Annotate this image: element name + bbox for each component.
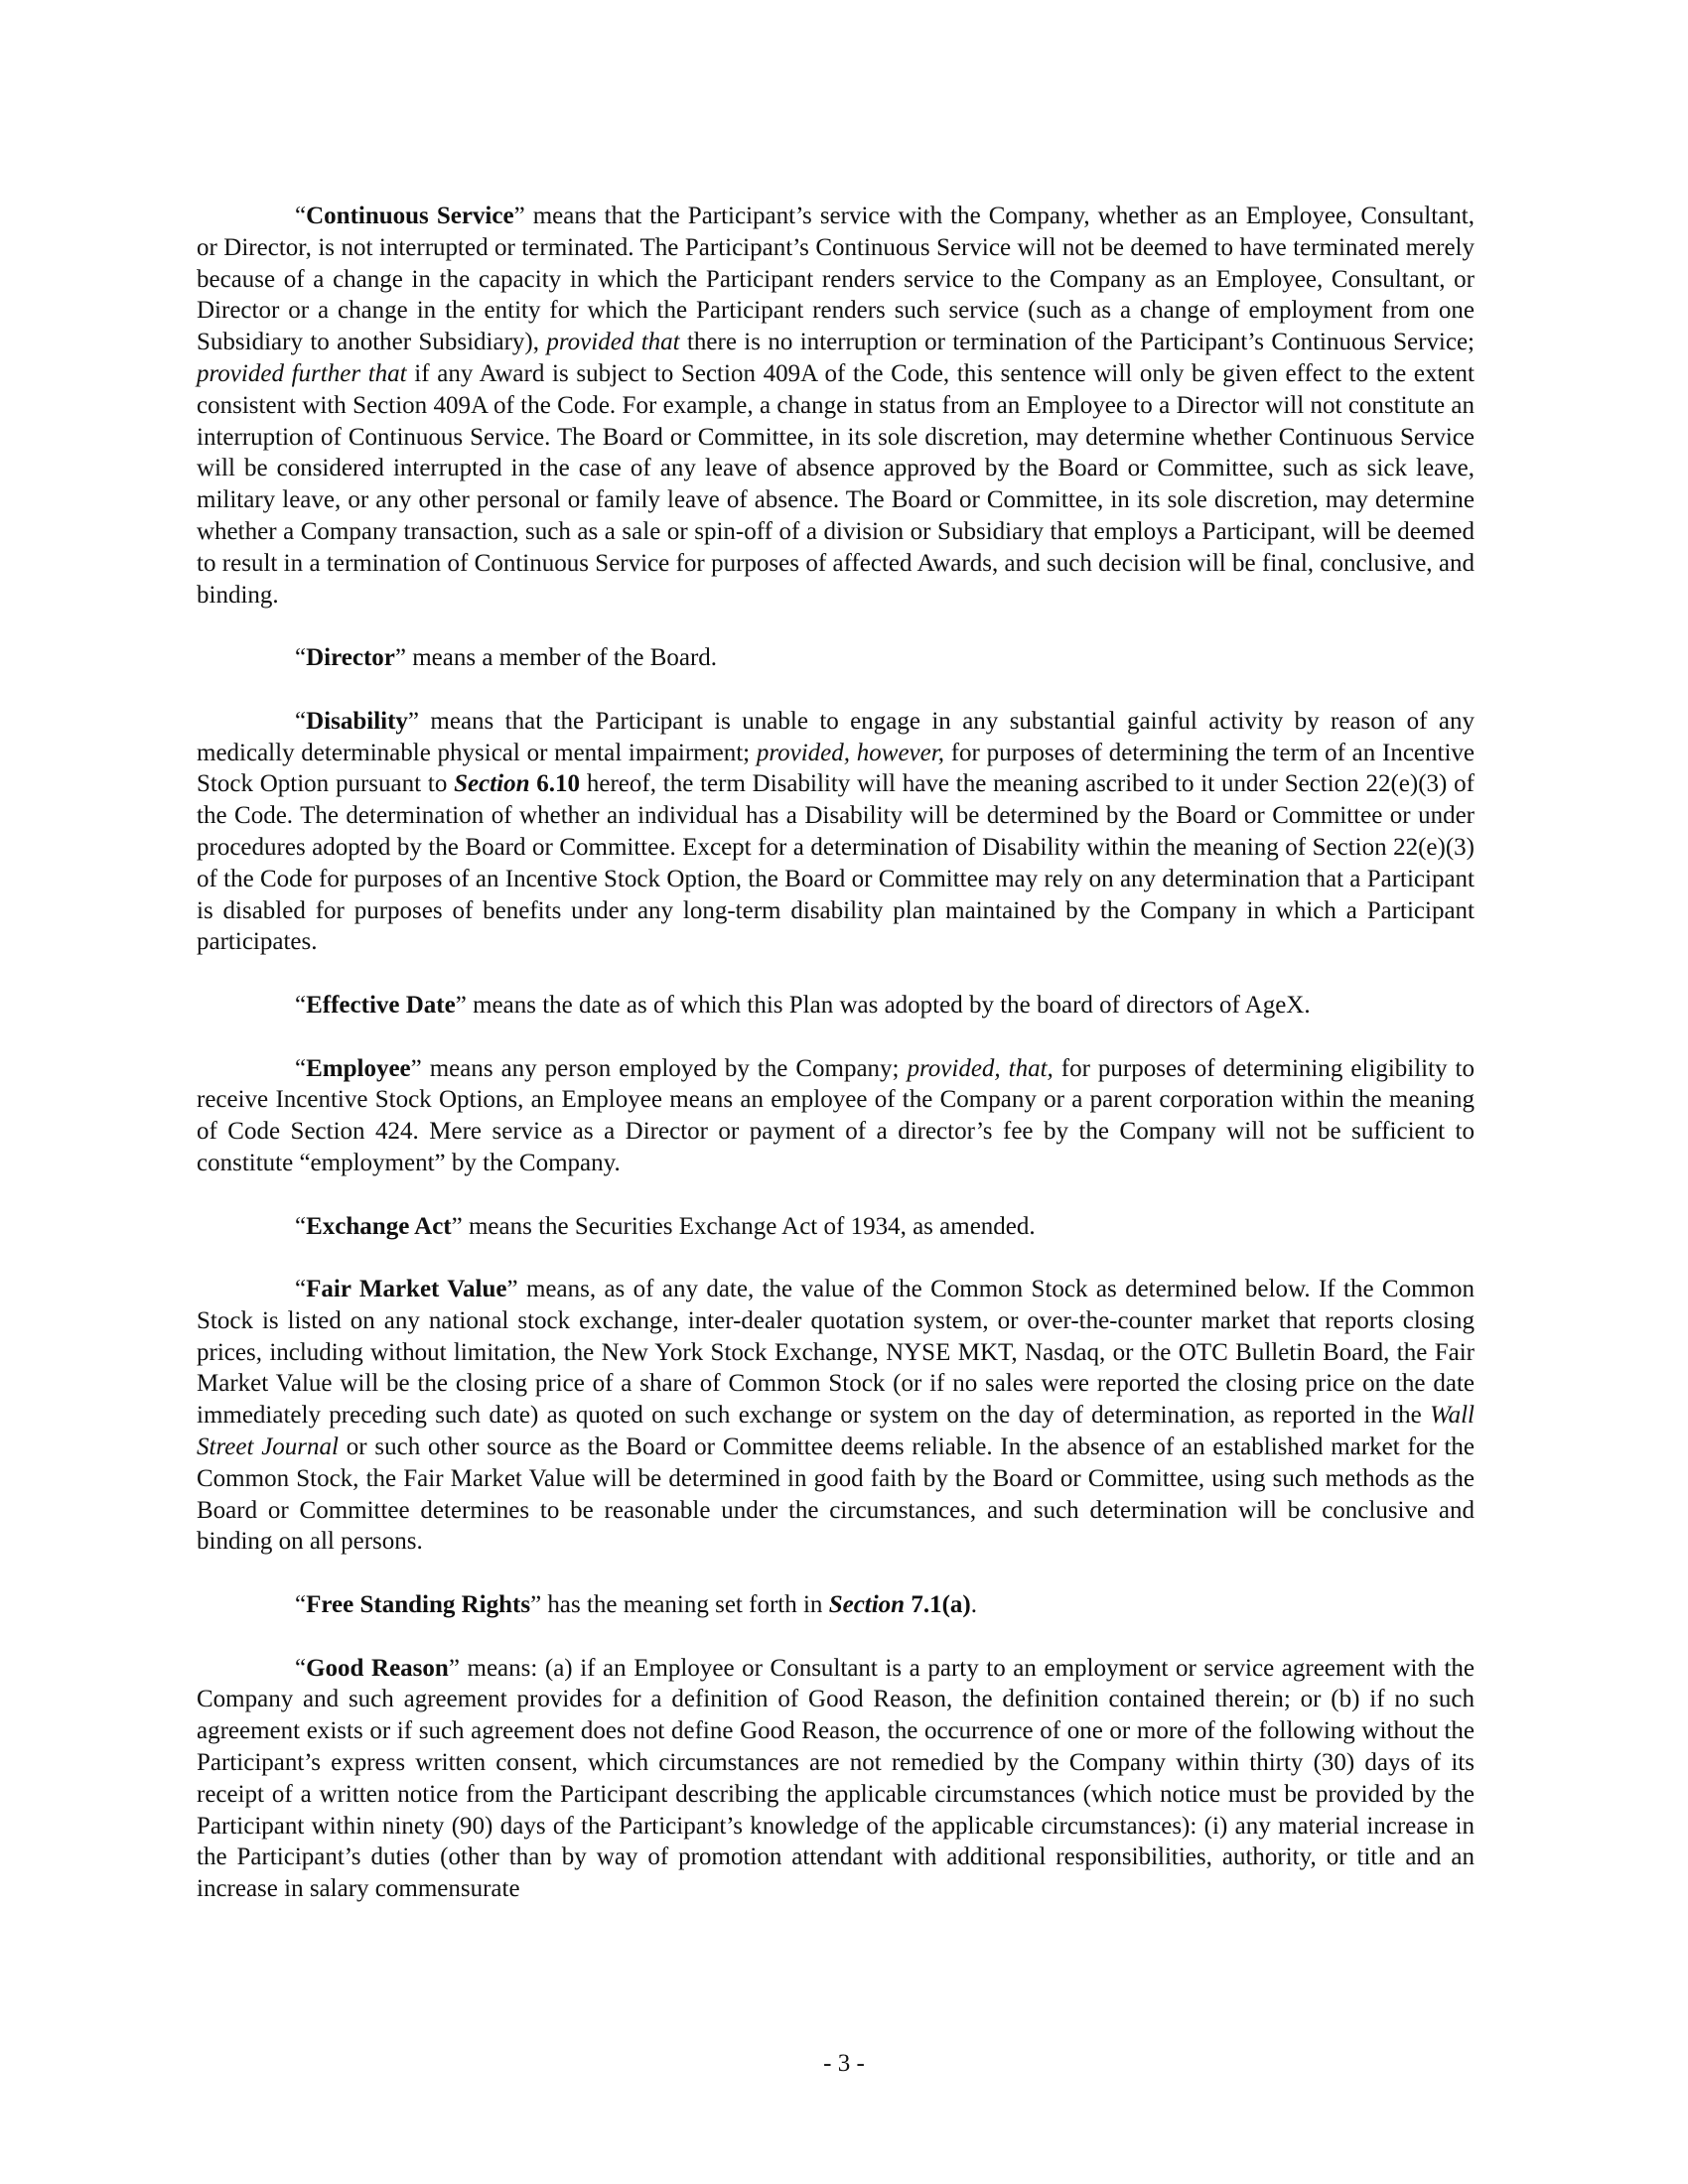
definition-disability xyxy=(197,706,1475,958)
defined-term: 7.1(a) xyxy=(905,1591,971,1619)
body-text: “ xyxy=(295,1054,307,1082)
body-text: ” means: (a) if an Employee or Consultant is a party to an employment or service agreement with the Company and such agreement provides for a definition of Good Reason, the definition contained therein; or (b) if no such agreement exists or if such agreement does not define Good Reason, the occurrence of one or more of the following without the Participant’s express written consent, which circumstances are not remedied by the Company within thirty (30) days of its receipt of a written notice from the Participant describing the applicable circumstances (which notice must be provided by the Participant within ninety (90) days of the Participant’s knowledge of the applicable circumstances): (i) any material increase in the Participant’s duties (other than by way of promotion attendant with additional responsibilities, authority, or title and an increase in salary commensurate xyxy=(197,1654,1476,1903)
page-number: - 3 - xyxy=(823,2050,865,2077)
definition-employee xyxy=(197,1053,1475,1179)
italic-text: provided that xyxy=(546,329,680,356)
defined-term: Director xyxy=(306,644,395,672)
body-text: “ xyxy=(295,1276,307,1303)
italic-text: Wall Street Journal xyxy=(197,1402,1475,1461)
definition-good-reason xyxy=(197,1653,1475,1905)
body-text: ” has the meaning set forth in xyxy=(530,1591,829,1619)
body-text: “ xyxy=(295,203,307,229)
italic-text: provided, however, xyxy=(756,739,944,766)
body-text: “ xyxy=(295,1591,307,1619)
defined-term: Section xyxy=(454,770,530,798)
italic-text: provided further that xyxy=(197,359,407,387)
body-text: “ xyxy=(295,707,307,735)
document-body xyxy=(197,201,1475,1937)
defined-term: Continuous Service xyxy=(306,203,514,229)
body-text: ” means that the Participant’s service with the Company, whether as an Employee, Consultant, or Director, is not interrupted or terminated. The Participant’s Continuous Service will not be deemed to have terminated merely because of a change in the capacity in which the Participant renders service to the Company as an Employee, Consultant, or Director or a change in the entity for which the Participant renders such service (such as a change of employment from one Subsidiary to another Subsidiary), xyxy=(197,203,1475,356)
body-text: “ xyxy=(295,644,307,672)
defined-term: Good Reason xyxy=(306,1654,449,1682)
defined-term: Employee xyxy=(306,1054,411,1082)
body-text: if any Award is subject to Section 409A of the Code, this sentence will only be given effect to the extent consistent with Section 409A of the Code. For example, a change in status from an Employee to a Director will not constitute an interruption of Continuous Service. The Board or Committee, in its sole discretion, may determine whether Continuous Service will be considered interrupted in the case of any leave of absence approved by the Board or Committee, such as sick leave, military leave, or any other personal or family leave of absence. The Board or Committee, in its sole discretion, may determine whether a Company transaction, such as a sale or spin-off of a division or Subsidiary that employs a Participant, will be deemed to result in a termination of Continuous Service for purposes of affected Awards, and such decision will be final, conclusive, and binding. xyxy=(197,359,1476,609)
body-text: . xyxy=(970,1591,977,1619)
definition-director xyxy=(197,642,1475,674)
body-text: ” means any person employed by the Company; xyxy=(410,1054,908,1082)
defined-term: Exchange Act xyxy=(306,1212,452,1240)
body-text: ” means a member of the Board. xyxy=(394,644,718,672)
body-text: ” means the Securities Exchange Act of 1934, as amended. xyxy=(451,1212,1036,1240)
body-text: ” means that the Participant is unable to engage in any substantial gainful activity by reason of any medically determinable physical or mental impairment; xyxy=(197,707,1475,766)
defined-term: Effective Date xyxy=(306,991,456,1019)
definition-fair-market-value xyxy=(197,1274,1475,1558)
defined-term: 6.10 xyxy=(529,770,581,798)
body-text: there is no interruption or termination of the Participant’s Continuous Service; xyxy=(679,329,1475,356)
defined-term: Section xyxy=(828,1591,906,1619)
body-text: “ xyxy=(295,1654,307,1682)
definition-effective-date xyxy=(197,990,1475,1022)
body-text: for purposes of determining eligibility to receive Incentive Stock Options, an Employee means an employee of the Company or a parent corporation within the meaning of Code Section 424. Mere service as a Director or payment of a director’s fee by the Company will not be sufficient to constitute “employment” by the Company. xyxy=(197,1054,1475,1176)
definition-exchange-act xyxy=(197,1211,1475,1243)
body-text: “ xyxy=(295,991,307,1019)
body-text: “ xyxy=(295,1212,307,1240)
defined-term: Disability xyxy=(306,707,408,735)
body-text: or such other source as the Board or Committee deems reliable. In the absence of an established market for the Common Stock, the Fair Market Value will be determined in good faith by the Board or Committee, using such methods as the Board or Committee determines to be reasonable under the circumstances, and such determination will be conclusive and binding on all persons. xyxy=(197,1433,1475,1556)
defined-term: Fair Market Value xyxy=(306,1276,507,1303)
body-text: for purposes of determining the term of an Incentive Stock Option pursuant to xyxy=(197,739,1475,798)
body-text: hereof, the term Disability will have the meaning ascribed to it under Section 22(e)(3) of the Code. The determination of whether an individual has a Disability will be determined by the Board or Committee or under procedures adopted by the Board or Committee. Except for a determination of Disability within the meaning of Section 22(e)(3) of the Code for purposes of an Incentive Stock Option, the Board or Committee may rely on any determination that a Participant is disabled for purposes of benefits under any long-term disability plan maintained by the Company in which a Participant participates. xyxy=(197,770,1475,956)
definition-free-standing-rights xyxy=(197,1589,1475,1621)
body-text: ” means, as of any date, the value of the Common Stock as determined below. If the Common Stock is listed on any national stock exchange, inter-dealer quotation system, or over-the-counter market that reports closing prices, including without limitation, the New York Stock Exchange, NYSE MKT, Nasdaq, or the OTC Bulletin Board, the Fair Market Value will be the closing price of a share of Common Stock (or if no sales were reported the closing price on the date immediately preceding such date) as quoted on such exchange or system on the day of determination, as reported in the xyxy=(197,1276,1475,1430)
definition-continuous-service xyxy=(197,201,1475,611)
defined-term: Free Standing Rights xyxy=(306,1591,531,1619)
body-text: ” means the date as of which this Plan was adopted by the board of directors of AgeX. xyxy=(455,991,1311,1019)
italic-text: provided, that, xyxy=(907,1054,1054,1082)
